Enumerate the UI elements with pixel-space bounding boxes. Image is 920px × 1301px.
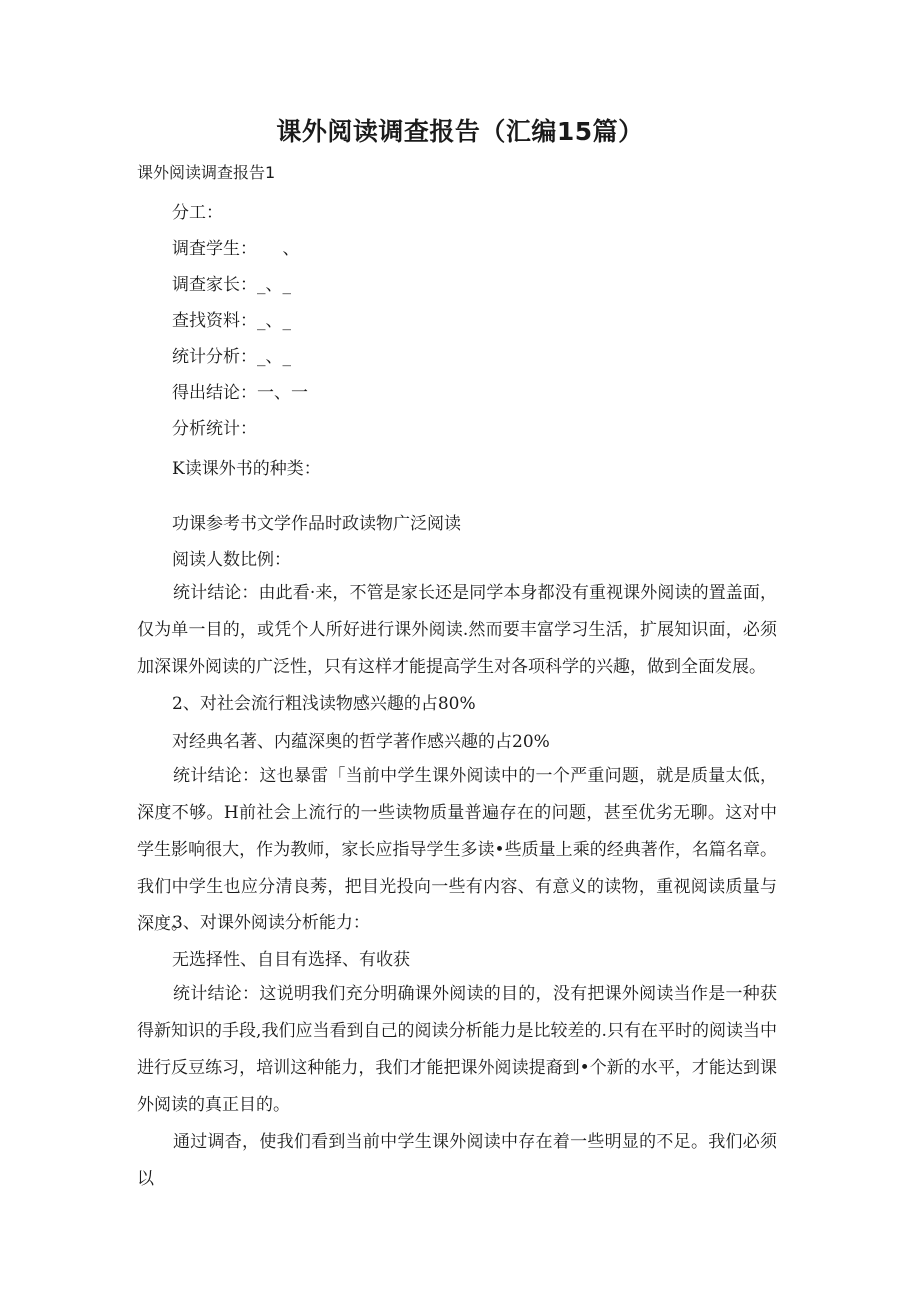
paragraph: 统计结论：这说明我们充分明确课外阅读的目的，没有把课外阅读当作是一种获得新知识的手段,我们应当看到自己的阅读分析能力是比较差的.只有在平时的阅读当中进行反豆练习，培训这种能力，我们才能把课外阅读提裔到•个新的水平，才能达到课外阅读的真正目的。 bbox=[137, 984, 777, 1115]
list-item: 3、对课外阅读分析能力： bbox=[172, 913, 370, 933]
paragraph: 统计结论：由此看·来，不管是家长还是同学本身都没有重视课外阅读的置盖面，仅为单一目的，或凭个人所好进行课外阅读.然而要丰富学习生活，扩展知识面，必须加深课外阅读的广泛性，只有这样才能提高学生对各项科学的兴趣，做到全面发展。 bbox=[137, 583, 777, 677]
text-line: 功课参考书文学作品时政读物广泛阅读 bbox=[172, 514, 461, 534]
text-line: 统计分析：_、_ bbox=[172, 347, 291, 367]
text-line: K读课外书的种类： bbox=[172, 459, 321, 479]
document-title: 课外阅读调查报告（汇编15篇） bbox=[276, 117, 644, 146]
text-line: 阅读人数比例： bbox=[172, 550, 291, 570]
text-line: 分工： bbox=[172, 203, 223, 223]
text-line: 对经典名著、内蕴深奥的哲学著作感兴趣的占20% bbox=[172, 732, 550, 752]
text-line: 得出结论：一、一 bbox=[172, 383, 308, 403]
text-line: 无选择性、自目有选择、有收获 bbox=[172, 950, 410, 970]
text-line: 调査学生： 、 bbox=[172, 239, 300, 259]
text-line: 分析统计： bbox=[172, 419, 257, 439]
section-heading: 课外阅读调查报告1 bbox=[137, 163, 276, 182]
paragraph: 通过调杳，使我们看到当前中学生课外阅读中存在着一些明显的不足。我们必须以 bbox=[137, 1132, 777, 1189]
text-line: 调查家长：_、_ bbox=[172, 275, 291, 295]
list-item: 2、对社会流行粗浅读物感兴趣的占80% bbox=[172, 694, 476, 714]
paragraph: 统计结论：这也暴雷「当前中学生课外阅读中的一个严重问题，就是质量太低，深度不够。H前社会上流行的一些读物质量普遍存在的问题，甚至优劣无聊。这对中学生影响很大，作为教师，家长应指导学生多读•些质量上乘的经典著作，名篇名章。我们中学生也应分清良莠，把目光投向一些有内容、有意义的读物，重视阅读质量与深度。 bbox=[137, 766, 777, 934]
text-line: 查找资料：_、_ bbox=[172, 311, 291, 331]
